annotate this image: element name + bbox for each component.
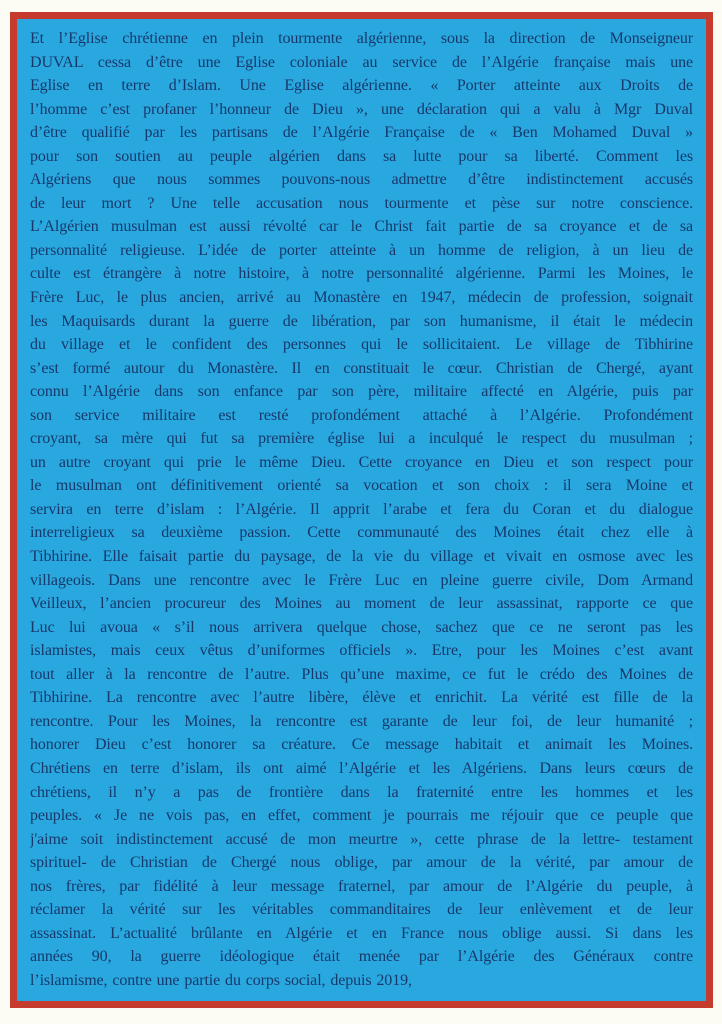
text-line: servira en terre d’islam : l’Algérie. Il apprit l’arabe et fera du Coran et du dialogue [30, 500, 693, 518]
text-line: DUVAL cessa d’être une Eglise coloniale au service de l’Algérie française mais une [30, 53, 693, 71]
text-line: Algériens que nous sommes pouvons-nous admettre d’être indistinctement accusés [30, 171, 693, 189]
text-line: pour son soutien au peuple algérien dans sa lutte pour sa liberté. Comment les [30, 147, 693, 165]
text-line: l’homme c’est profaner l’honneur de Dieu », une déclaration qui a valu à Mgr Duval [30, 100, 693, 118]
text-line: Tibhirine. Elle faisait partie du paysage, de la vie du village et vivait en osmose avec les [30, 548, 693, 566]
text-line: Veilleux, l’ancien procureur des Moines au moment de leur assassinat, rapporte ce que [30, 595, 693, 613]
text-line: personnalité religieuse. L’idée de porter atteinte à un homme de religion, à un lieu de [30, 241, 693, 259]
text-line: chrétiens, il n’y a pas de frontière dans la fraternité entre les hommes et les [30, 783, 693, 801]
text-line: nos frères, par fidélité à leur message fraternel, par amour de l’Algérie du peuple, à [30, 877, 693, 895]
text-line: Luc lui avoua « s’il nous arrivera quelque chose, sachez que ce ne seront pas les [30, 618, 693, 636]
text-line: l’islamisme, contre une partie du corps social, depuis 2019, [30, 971, 412, 989]
text-line: rencontre. Pour les Moines, la rencontre est garante de leur foi, de leur humanité ; [30, 712, 693, 730]
text-line: un autre croyant qui prie le même Dieu. Cette croyance en Dieu et son respect pour [30, 453, 693, 471]
text-line: les Maquisards durant la guerre de libération, par son humanisme, il était le médecin [30, 312, 693, 330]
text-line: Et l’Eglise chrétienne en plein tourmente algérienne, sous la direction de Monseigneur [30, 30, 693, 47]
text-line: croyant, sa mère qui fut sa première église lui a inculqué le respect du musulman ; [30, 430, 693, 448]
text-line: du village et le confident des personnes qui le sollicitaient. Le village de Tibhirine [30, 336, 693, 354]
text-line: Tibhirine. La rencontre avec l’autre libère, élève et enrichit. La vérité est fille de la [30, 689, 693, 707]
text-line: de leur mort ? Une telle accusation nous tourmente et pèse sur notre conscience. [30, 194, 693, 212]
document-panel [10, 12, 713, 1008]
text-line: assassinat. L’actualité brûlante en Algérie et en France nous oblige aussi. Si dans les [30, 924, 693, 942]
text-line: Chrétiens en terre d’islam, ils ont aimé l’Algérie et les Algériens. Dans leurs cœurs de [30, 759, 693, 777]
text-line: Eglise en terre d’Islam. Une Eglise algérienne. « Porter atteinte aux Droits de [30, 77, 693, 95]
text-line: culte est étrangère à notre histoire, à notre personnalité algérienne. Parmi les Moines, le [30, 265, 693, 283]
text-line: son service militaire est resté profondément attaché à l’Algérie. Profondément [30, 406, 693, 424]
paragraph [30, 27, 693, 995]
text-line: interreligieux sa deuxième passion. Cette communauté des Moines était chez elle à [30, 524, 693, 542]
text-line: honorer Dieu c’est honorer sa créature. Ce message habitait et animait les Moines. [30, 736, 693, 754]
text-line: spirituel- de Christian de Chergé nous oblige, par amour de la vérité, par amour de [30, 854, 693, 872]
text-line: villageois. Dans une rencontre avec le Frère Luc en pleine guerre civile, Dom Armand [30, 571, 693, 589]
text-line: d’être qualifié par les partisans de l’Algérie Française de « Ben Mohamed Duval » [30, 124, 693, 142]
text-line: peuples. « Je ne vois pas, en effet, comment je pourrais me réjouir que ce peuple que [30, 807, 693, 825]
text-line: s’est formé autour du Monastère. Il en constituait le cœur. Christian de Chergé, ayant [30, 359, 693, 377]
text-line: années 90, la guerre idéologique était menée par l’Algérie des Généraux contre [30, 948, 693, 966]
text-line: réclamer la vérité sur les véritables commanditaires de leur enlèvement et de leur [30, 901, 693, 919]
text-line: Frère Luc, le plus ancien, arrivé au Monastère en 1947, médecin de profession, soignait [30, 289, 693, 307]
text-line: L’Algérien musulman est aussi révolté car le Christ fait partie de sa croyance et de sa [30, 218, 693, 236]
text-line: tout aller à la rencontre de l’autre. Plus qu’une maxime, ce fut le crédo des Moines de [30, 665, 693, 683]
text-line: connu l’Algérie dans son enfance par son père, militaire affecté en Algérie, puis par [30, 383, 693, 401]
text-line: j'aime soit indistinctement accusé de mon meurtre », cette phrase de la lettre- testament [30, 830, 693, 848]
text-line: islamistes, mais ceux vêtus d’uniformes officiels ». Etre, pour les Moines c’est avant [30, 642, 693, 660]
text-line: le musulman ont définitivement orienté sa vocation et son choix : il sera Moine et [30, 477, 693, 495]
